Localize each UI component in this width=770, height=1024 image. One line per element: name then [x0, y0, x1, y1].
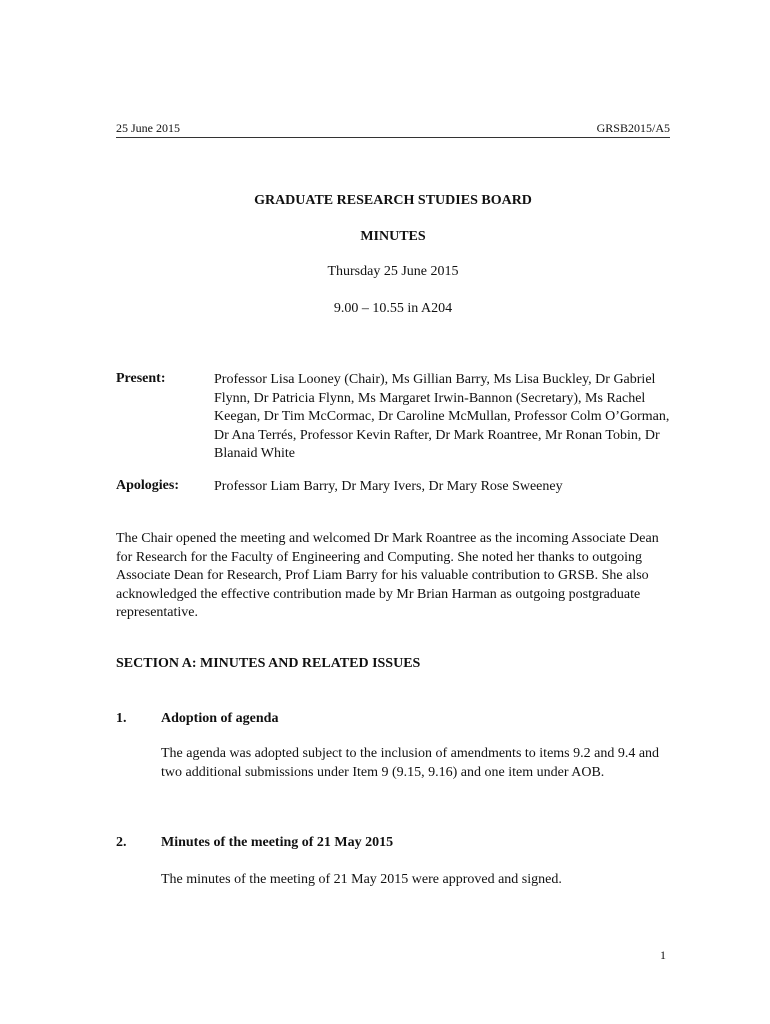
page-header: [116, 121, 670, 138]
intro-paragraph: The Chair opened the meeting and welcomed Dr Mark Roantree as the incoming Associate Dean for Research for the Faculty of Engineering and Computing. She noted her thanks to outgoing Associate Dean for Research, Prof Liam Barry for his valuable contribution to GRSB. She also acknowledged the effective contribution made by Mr Brian Harman as outgoing postgraduate representative.: [116, 531, 659, 620]
item-number: 2.: [116, 835, 127, 850]
page-number: 1: [660, 948, 666, 962]
present-label: Present:: [116, 371, 166, 386]
item-body: The minutes of the meeting of 21 May 2015 were approved and signed.: [161, 872, 562, 887]
item-number: 1.: [116, 711, 127, 726]
item-title: Minutes of the meeting of 21 May 2015: [161, 835, 394, 850]
document-title: MINUTES: [360, 229, 426, 244]
meeting-date: Thursday 25 June 2015: [327, 264, 459, 279]
meeting-time-place: 9.00 – 10.55 in A204: [333, 301, 453, 316]
header-reference: GRSB2015/A5: [596, 121, 670, 135]
section-a-heading: SECTION A: MINUTES AND RELATED ISSUES: [116, 656, 421, 671]
item-title: Adoption of agenda: [161, 711, 279, 726]
present-list: Professor Lisa Looney (Chair), Ms Gillian Barry, Ms Lisa Buckley, Dr Gabriel Flynn, Dr Patricia Flynn, Ms Margaret Irwin-Bannon (Secretary), Ms Rachel Keegan, Dr Tim McCormac, Dr Caroline McMullan, Professor Colm O’Gorman, Dr Ana Terrés, Professor Kevin Rafter, Dr Mark Roantree, Mr Ronan Tobin, Dr Blanaid White: [214, 372, 670, 461]
apologies-list: Professor Liam Barry, Dr Mary Ivers, Dr Mary Rose Sweeney: [214, 479, 563, 494]
board-title: GRADUATE RESEARCH STUDIES BOARD: [254, 193, 532, 208]
header-date: 25 June 2015: [116, 121, 180, 135]
item-body: The agenda was adopted subject to the inclusion of amendments to items 9.2 and 9.4 and two additional submissions under Item 9 (9.15, 9.16) and one item under AOB.: [161, 746, 660, 780]
apologies-label: Apologies:: [116, 478, 179, 493]
